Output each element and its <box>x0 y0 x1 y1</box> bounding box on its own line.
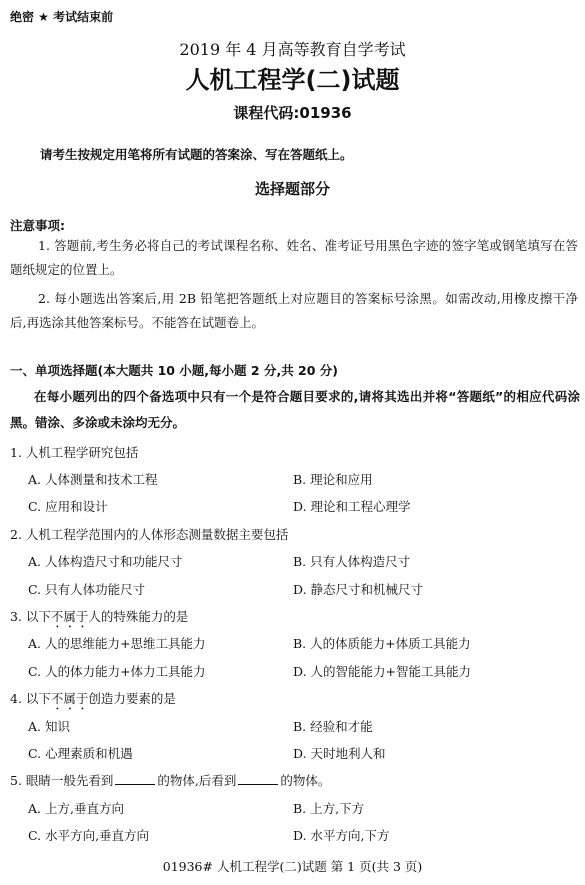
course-code: 课程代码:01936 <box>233 104 352 122</box>
option-a: A. 人体构造尺寸和功能尺寸 <box>28 554 183 569</box>
note-item: 2. 每小题选出答案后,用 2B 铅笔把答题纸上对应题目的答案标号涂黑。如需改动,用橡皮擦干净后,再选涂其他答案标号。不能答在试题卷上。 <box>10 291 578 330</box>
option-a: A. 上方,垂直方向 <box>28 801 124 816</box>
question-stem <box>10 771 330 789</box>
stem-text: 人的特殊能力的是 <box>88 609 189 624</box>
stem-text: 3. 以下 <box>10 609 51 624</box>
secret-mark: 绝密 ★ 考试结束前 <box>10 10 114 24</box>
question-stem: 2. 人机工程学范围内的人体形态测量数据主要包括 <box>10 527 289 542</box>
option-c: C. 人的体力能力+体力工具能力 <box>28 664 206 679</box>
option-c: C. 水平方向,垂直方向 <box>28 828 150 843</box>
option-d: D. 人的智能能力+智能工具能力 <box>293 664 471 679</box>
option-a: A. 人的思维能力+思维工具能力 <box>28 636 206 651</box>
fill-blank <box>115 774 155 785</box>
option-a: A. 人体测量和技术工程 <box>28 472 158 487</box>
stem-text: 4. 以下 <box>10 691 51 706</box>
emphasized-text: 不属于 <box>50 691 89 706</box>
answer-instruction: 请考生按规定用笔将所有试题的答案涂、写在答题纸上。 <box>40 147 353 162</box>
note-item: 1. 答题前,考生务必将自己的考试课程名称、姓名、准考证号用黑色字迹的签字笔或钢笔填写在答题纸规定的位置上。 <box>10 238 578 277</box>
stem-text: 的物体,后看到 <box>157 773 237 788</box>
option-b: B. 只有人体构造尺寸 <box>293 554 411 569</box>
question-stem: 1. 人机工程学研究包括 <box>10 445 139 460</box>
fill-blank <box>238 774 278 785</box>
question-stem <box>10 607 188 631</box>
question-stem <box>10 689 176 713</box>
section-heading: 选择题部分 <box>254 180 330 198</box>
option-c: C. 心理素质和机遇 <box>28 746 133 761</box>
part-one-heading: 一、单项选择题(本大题共 10 小题,每小题 2 分,共 20 分) <box>10 363 339 378</box>
option-b: B. 理论和应用 <box>293 472 373 487</box>
option-d: D. 天时地利人和 <box>293 746 386 761</box>
option-d: D. 理论和工程心理学 <box>293 499 411 514</box>
option-b: B. 人的体质能力+体质工具能力 <box>293 636 471 651</box>
option-b: B. 上方,下方 <box>293 801 365 816</box>
paper-title: 人机工程学(二)试题 <box>185 66 400 94</box>
option-d: D. 静态尺寸和机械尺寸 <box>293 582 424 597</box>
option-b: B. 经验和才能 <box>293 719 373 734</box>
option-c: C. 应用和设计 <box>28 499 108 514</box>
page-footer: 01936# 人机工程学(二)试题 第 1 页(共 3 页) <box>162 859 423 874</box>
exam-session: 2019 年 4 月高等教育自学考试 <box>179 40 406 59</box>
option-a: A. 知识 <box>28 719 70 734</box>
stem-text: 的物体。 <box>280 773 331 788</box>
stem-text: 创造力要素的是 <box>88 691 176 706</box>
part-one-instruction: 在每小题列出的四个备选项中只有一个是符合题目要求的,请将其选出并将“答题纸”的相应代码涂黑。错涂、多涂或未涂均无分。 <box>10 389 580 430</box>
notes-title: 注意事项: <box>10 218 65 233</box>
option-d: D. 水平方向,下方 <box>293 828 390 843</box>
emphasized-text: 不属于 <box>50 609 89 624</box>
stem-text: 5. 眼睛一般先看到 <box>10 773 114 788</box>
option-c: C. 只有人体功能尺寸 <box>28 582 146 597</box>
